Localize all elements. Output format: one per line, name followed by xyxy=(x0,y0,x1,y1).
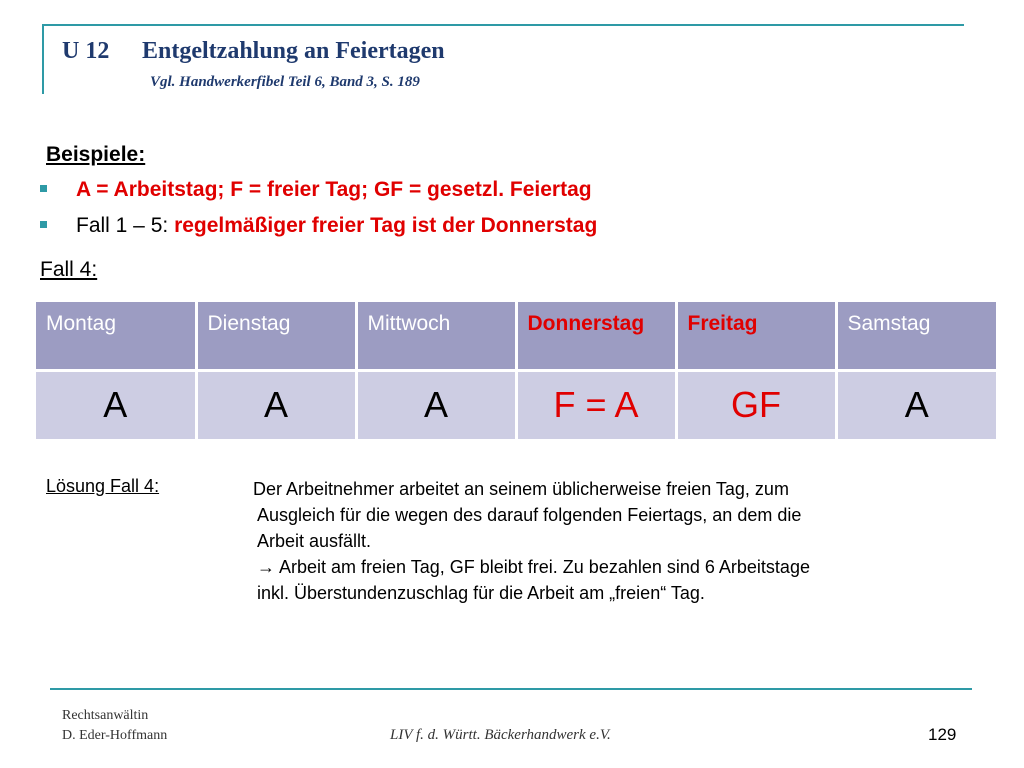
value-cell-mittwoch: A xyxy=(356,370,516,440)
solution-line: Der Arbeitnehmer arbeitet an seinem üblicherweise freien Tag, zum xyxy=(253,479,789,499)
solution-line: Arbeit ausfällt. xyxy=(257,531,372,551)
header-cell-freitag: Freitag xyxy=(676,302,836,370)
table-row xyxy=(36,370,996,440)
header-cell-samstag: Samstag xyxy=(836,302,996,370)
header-cell-mittwoch: Mittwoch xyxy=(356,302,516,370)
footer-author xyxy=(62,706,167,746)
bullet-cases-text: regelmäßiger freier Tag ist der Donnerstag xyxy=(174,214,598,237)
header-cell-dienstag: Dienstag xyxy=(196,302,356,370)
bullet-cases-prefix: Fall 1 – 5: xyxy=(76,214,175,237)
case-label: Fall 4: xyxy=(40,258,98,281)
bullet-legend-text: A = Arbeitstag; F = freier Tag; GF = gesetzl. Feiertag xyxy=(76,178,592,201)
solution-line: → Arbeit am freien Tag, GF bleibt frei. Zu bezahlen sind 6 Arbeitstage xyxy=(257,557,810,577)
header-cell-montag: Montag xyxy=(36,302,196,370)
value-cell-dienstag: A xyxy=(196,370,356,440)
bullet-square-icon xyxy=(40,185,47,192)
examples-heading: Beispiele: xyxy=(46,143,146,166)
table-header-row xyxy=(36,302,996,370)
footer-organization: LIV f. d. Württ. Bäckerhandwerk e.V. xyxy=(390,727,611,743)
slide-title-text: Entgeltzahlung an Feiertagen xyxy=(142,38,445,64)
solution-text xyxy=(253,476,973,606)
page-number: 129 xyxy=(928,725,957,744)
value-cell-montag: A xyxy=(36,370,196,440)
solution-line: Ausgleich für die wegen des darauf folgenden Feiertags, an dem die xyxy=(257,505,802,525)
bullet-legend xyxy=(40,178,592,202)
slide-number-label: U 12 xyxy=(62,38,110,64)
footer-divider xyxy=(50,688,972,690)
slide-title xyxy=(62,38,445,65)
header-cell-donnerstag: Donnerstag xyxy=(516,302,676,370)
bullet-cases xyxy=(40,214,597,238)
footer-author-title: Rechtsanwältin xyxy=(62,708,149,723)
value-cell-freitag: GF xyxy=(676,370,836,440)
bullet-square-icon xyxy=(40,221,47,228)
slide-subtitle: Vgl. Handwerkerfibel Teil 6, Band 3, S. 189 xyxy=(150,74,420,90)
value-cell-samstag: A xyxy=(836,370,996,440)
weekday-table xyxy=(36,302,996,442)
footer-author-name: D. Eder-Hoffmann xyxy=(62,728,168,743)
value-cell-donnerstag: F = A xyxy=(516,370,676,440)
solution-label: Lösung Fall 4: xyxy=(46,476,160,496)
solution-line: inkl. Überstundenzuschlag für die Arbeit am „freien“ Tag. xyxy=(257,583,705,603)
